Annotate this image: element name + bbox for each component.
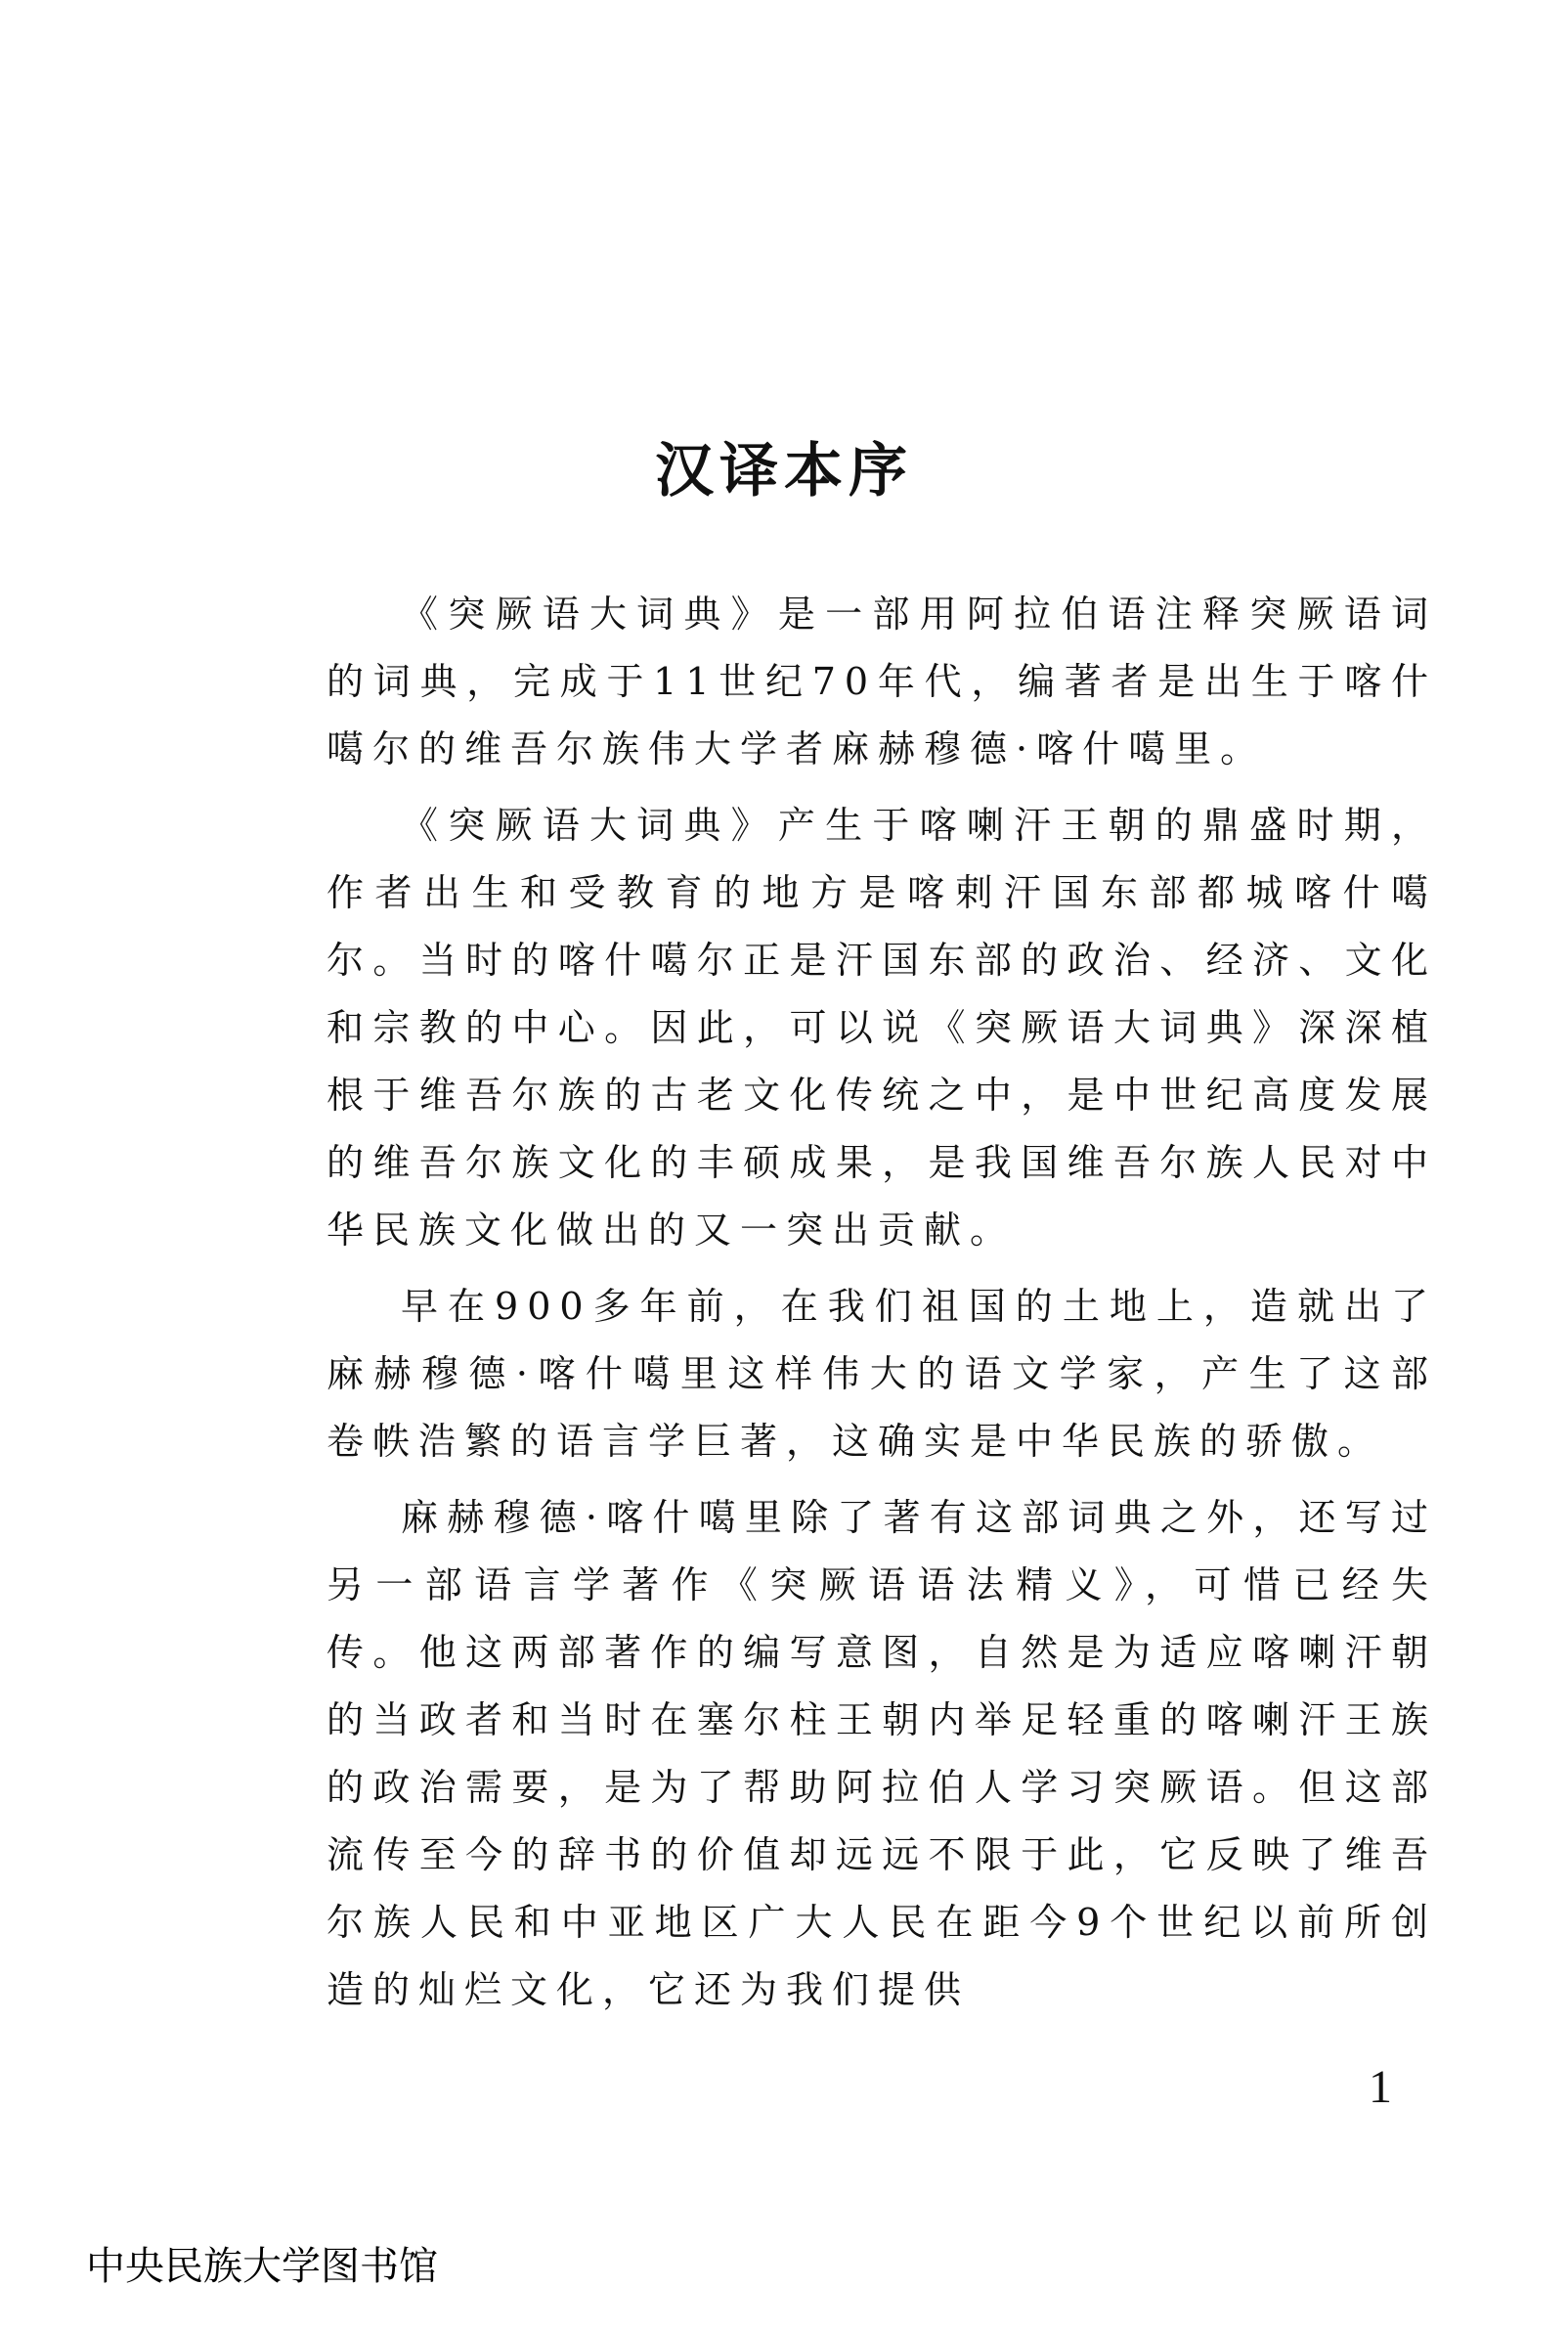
paragraph-1: 《突厥语大词典》是一部用阿拉伯语注释突厥语词的词典，完成于11世纪70年代，编著者是出生于喀什噶尔的维吾尔族伟大学者麻赫穆德·喀什噶里。	[327, 593, 1437, 770]
page-title: 汉译本序	[655, 437, 913, 506]
paragraph-3: 早在900多年前，在我们祖国的土地上，造就出了麻赫穆德·喀什噶里这样伟大的语文学家，产生了这部卷帙浩繁的语言学巨著，这确实是中华民族的骄傲。	[327, 1285, 1437, 1463]
library-stamp: 中央民族大学图书馆	[86, 2244, 438, 2289]
page-number: 1	[1369, 2061, 1392, 2113]
paragraph-2: 《突厥语大词典》产生于喀喇汗王朝的鼎盛时期，作者出生和受教育的地方是喀剌汗国东部都城喀什噶尔。当时的喀什噶尔正是汗国东部的政治、经济、文化和宗教的中心。因此，可以说《突厥语大词典》深深植根于维吾尔族的古老文化传统之中，是中世纪高度发展的维吾尔族文化的丰硕成果，是我国维吾尔族人民对中华民族文化做出的又一突出贡献。	[327, 804, 1437, 1252]
body-text	[327, 581, 1437, 2024]
paragraph-4: 麻赫穆德·喀什噶里除了著有这部词典之外，还写过另一部语言学著作《突厥语语法精义》，可惜已经失传。他这两部著作的编写意图，自然是为适应喀喇汗朝的当政者和当时在塞尔柱王朝内举足轻重的喀喇汗王族的政治需要，是为了帮助阿拉伯人学习突厥语。但这部流传至今的辞书的价值却远远不限于此，它反映了维吾尔族人民和中亚地区广大人民在距今9个世纪以前所创造的灿烂文化，它还为我们提供	[327, 1496, 1437, 2011]
